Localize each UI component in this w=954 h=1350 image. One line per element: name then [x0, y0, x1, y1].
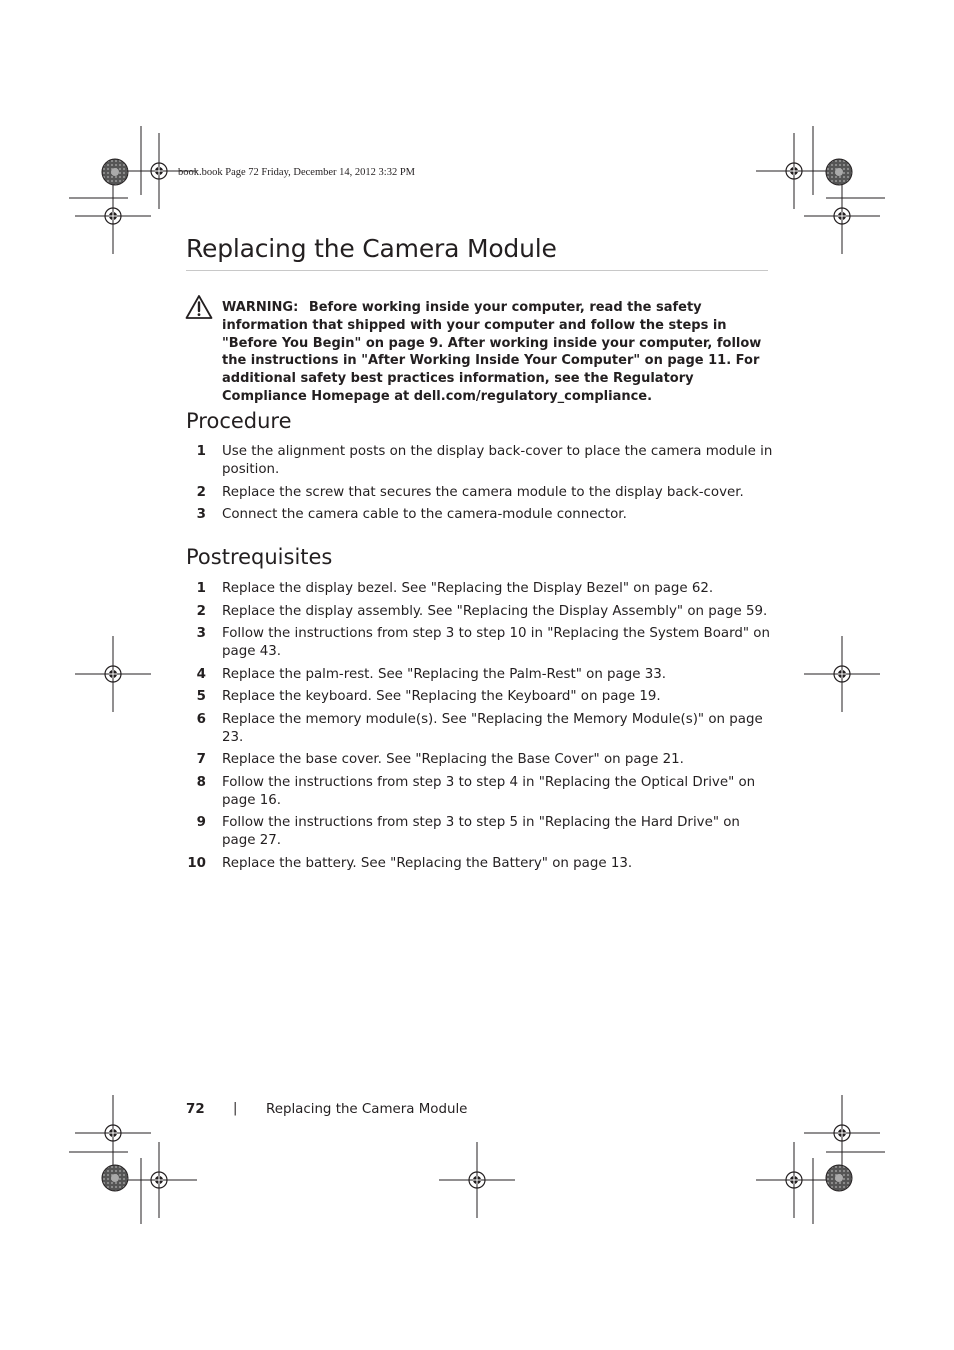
- step-number: 5: [196, 689, 206, 704]
- list-item: [186, 814, 776, 850]
- step-number: 3: [196, 507, 206, 522]
- step-text: Replace the memory module(s). See "Replacing the Memory Module(s)" on page 23.: [222, 711, 763, 745]
- step-text: Replace the screw that secures the camera module to the display back-cover.: [222, 484, 744, 500]
- list-item: [186, 751, 776, 769]
- step-text: Replace the palm-rest. See "Replacing the Palm-Rest" on page 33.: [222, 666, 667, 682]
- list-item: [186, 711, 776, 747]
- step-number: 10: [187, 855, 206, 871]
- step-text: Follow the instructions from step 3 to step 10 in "Replacing the System Board" on page 43.: [222, 626, 770, 659]
- page-title: Replacing the Camera Module: [186, 234, 557, 263]
- step-number: 2: [196, 603, 206, 619]
- list-item: [186, 484, 776, 502]
- step-number: 2: [196, 484, 206, 500]
- step-number: 7: [196, 752, 206, 767]
- postrequisites-steps: [186, 580, 776, 877]
- list-item: [186, 580, 776, 598]
- procedure-steps: [186, 443, 776, 529]
- step-number: 6: [196, 711, 206, 727]
- step-number: 3: [196, 626, 206, 641]
- step-text: Follow the instructions from step 3 to step 5 in "Replacing the Hard Drive" on page 27.: [222, 815, 740, 848]
- footer-separator: |: [233, 1101, 238, 1116]
- list-item: [186, 506, 776, 524]
- list-item: [186, 603, 776, 621]
- list-item: [186, 666, 776, 684]
- print-slug: book.book Page 72 Friday, December 14, 2012 3:32 PM: [178, 167, 415, 178]
- list-item: [186, 443, 776, 479]
- step-text: Replace the battery. See "Replacing the Battery" on page 13.: [222, 855, 633, 871]
- step-text: Replace the display bezel. See "Replacing the Display Bezel" on page 62.: [222, 581, 714, 596]
- step-text: Use the alignment posts on the display back-cover to place the camera module in position.: [222, 444, 773, 477]
- footer-page-number: 72: [186, 1102, 205, 1117]
- step-text: Replace the base cover. See "Replacing the Base Cover" on page 21.: [222, 752, 684, 767]
- title-rule: [186, 270, 768, 271]
- warning-label: WARNING:: [222, 300, 299, 315]
- list-item: [186, 855, 776, 873]
- list-item: [186, 774, 776, 810]
- warning-note: [222, 299, 778, 406]
- warning-icon: [185, 294, 213, 320]
- postrequisites-heading: Postrequisites: [186, 545, 333, 569]
- footer-section-title: Replacing the Camera Module: [266, 1102, 468, 1117]
- step-number: 1: [196, 581, 206, 596]
- step-text: Replace the display assembly. See "Replacing the Display Assembly" on page 59.: [222, 603, 768, 619]
- warning-text: Before working inside your computer, read the safety information that shipped with your computer and follow the steps in "Before You Begin" on page 9. After working inside your computer, follow the instructions in "After Working Inside Your Computer" on page 11. For additional safety best practices information, see the Regulatory Compliance Homepage at dell.com/regulatory_compliance.: [222, 300, 762, 404]
- step-text: Replace the keyboard. See "Replacing the Keyboard" on page 19.: [222, 689, 661, 704]
- step-number: 4: [196, 666, 206, 682]
- list-item: [186, 625, 776, 661]
- step-number: 1: [196, 444, 206, 459]
- step-number: 9: [196, 815, 206, 830]
- step-text: Follow the instructions from step 3 to step 4 in "Replacing the Optical Drive" on page 16.: [222, 774, 756, 808]
- list-item: [186, 688, 776, 706]
- step-number: 8: [196, 774, 206, 790]
- step-text: Connect the camera cable to the camera-module connector.: [222, 507, 627, 522]
- procedure-heading: Procedure: [186, 409, 292, 433]
